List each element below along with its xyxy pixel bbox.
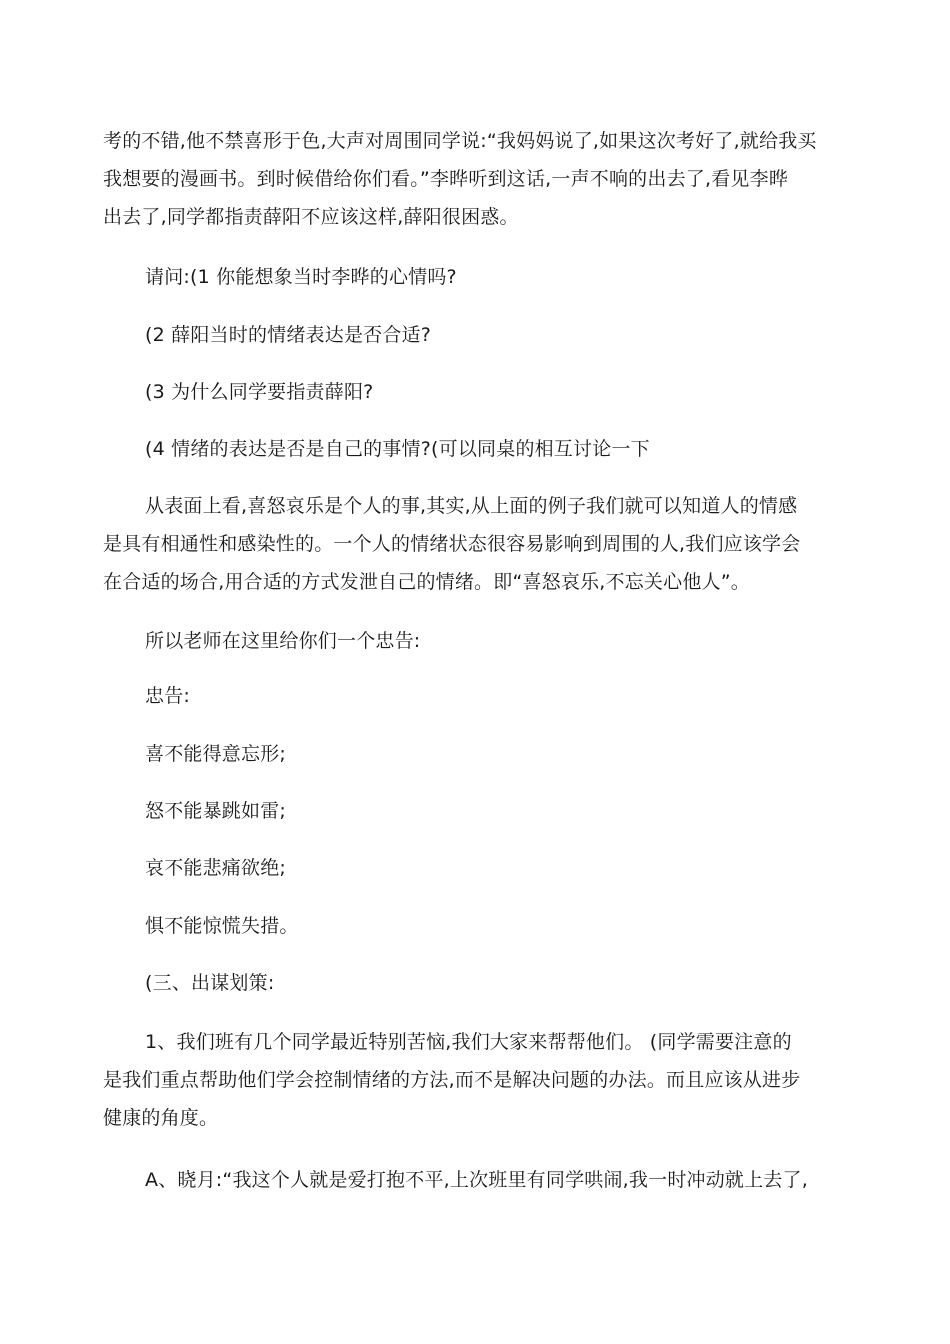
activity-paragraph [103,1023,850,1137]
question-1: 请问:(1 你能想象当时李晔的心情吗? [145,266,457,288]
text-line: 健康的角度。 [103,1107,219,1129]
section-heading: (三、出谋划策: [145,972,275,994]
case-a-paragraph: A、晓月:“我这个人就是爱打抱不平,上次班里有同学哄闹,我一时冲动就上去了, [145,1169,808,1191]
text-line: 1、我们班有几个同学最近特别苦恼,我们大家来帮帮他们。 (同学需要注意的 [145,1031,792,1053]
advice-item-1: 喜不能得意忘形; [145,743,287,765]
question-2: (2 薛阳当时的情绪表达是否合适? [145,324,432,346]
explanation-paragraph [103,487,850,601]
text-line: 出去了,同学都指责薛阳不应该这样,薛阳很困惑。 [103,206,519,228]
advice-intro: 所以老师在这里给你们一个忠告: [145,630,421,652]
text-line: 在合适的场合,用合适的方式发泄自己的情绪。即“喜怒哀乐,不忘关心他人”。 [103,571,750,593]
text-line: 是我们重点帮助他们学会控制情绪的方法,而不是解决问题的办法。而且应该从进步 [103,1069,801,1091]
text-line: 从表面上看,喜怒哀乐是个人的事,其实,从上面的例子我们就可以知道人的情感 [145,495,798,517]
text-line: 考的不错,他不禁喜形于色,大声对周围同学说:“我妈妈说了,如果这次考好了,就给我买 [103,130,817,152]
advice-item-4: 惧不能惊慌失措。 [145,915,299,937]
story-paragraph [103,122,850,236]
advice-item-3: 哀不能悲痛欲绝; [145,857,287,879]
question-3: (3 为什么同学要指责薛阳? [145,381,374,403]
question-4: (4 情绪的表达是否是自己的事情?(可以同桌的相互讨论一下 [145,438,650,460]
text-line: 是具有相通性和感染性的。一个人的情绪状态很容易影响到周围的人,我们应该学会 [103,533,801,555]
advice-item-2: 怒不能暴跳如雷; [145,800,287,822]
text-line: 我想要的漫画书。到时候借给你们看。”李晔听到这话,一声不响的出去了,看见李晔 [103,168,789,190]
advice-title: 忠告: [145,685,191,707]
